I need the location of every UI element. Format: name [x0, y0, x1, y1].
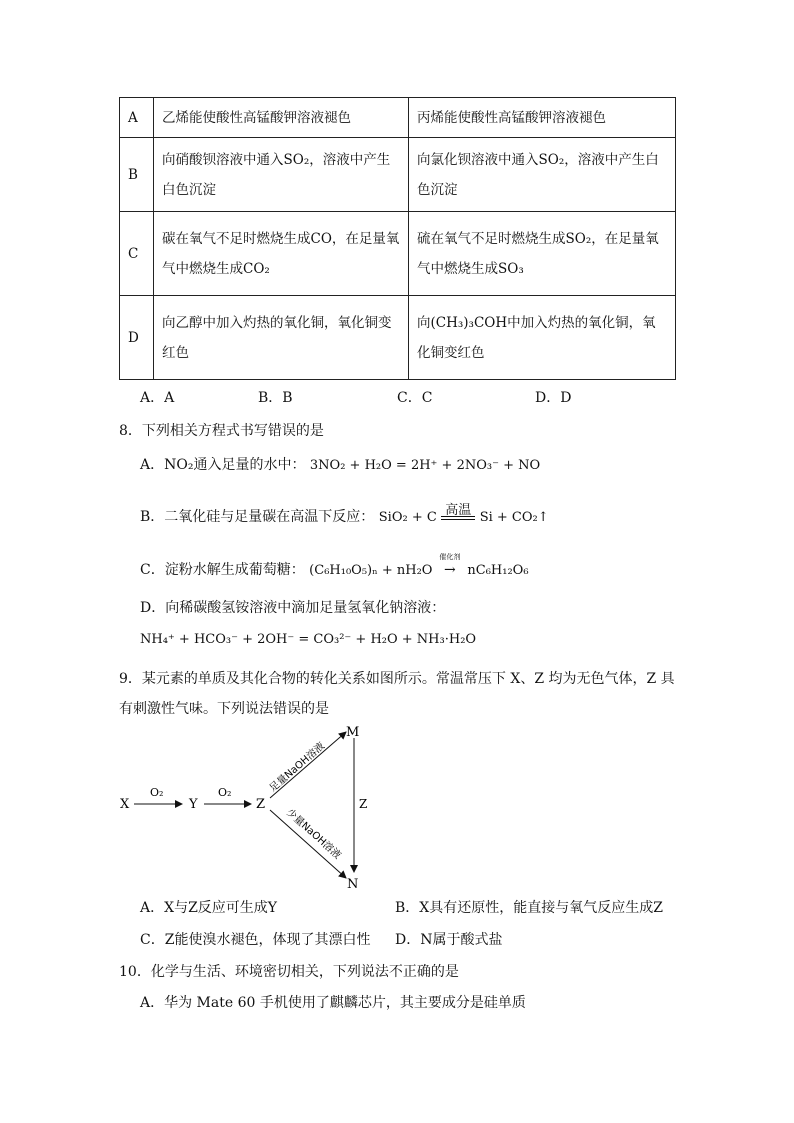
label-o2-second: O₂	[218, 786, 232, 799]
q8-option-a	[140, 454, 540, 474]
label-lower-naoh: 少量NaOH溶液	[283, 807, 343, 862]
q8-a-equation: 3NO₂ + H₂O = 2H⁺ + 2NO₃⁻ + NO	[309, 458, 541, 473]
label-upper-naoh: 足量NaOH溶液	[267, 740, 328, 795]
row-right: 硫在氧气不足时燃烧生成SO₂，在足量氧气中燃烧生成SO₃	[409, 212, 676, 296]
q8-c-eq-left: (C₆H₁₀O₅)ₙ + nH₂O	[309, 563, 433, 578]
row-right: 向(CH₃)₃COH中加入灼热的氧化铜，氧化铜变红色	[409, 296, 676, 380]
q8-b-condition: 高温	[445, 503, 472, 518]
q9-stem-line1: 9．某元素的单质及其化合物的转化关系如图所示。常温常压下 X、Z 均为无色气体，Z 具	[119, 671, 675, 687]
row-key: B	[120, 138, 154, 212]
label-mn: Z	[359, 797, 368, 811]
q10-stem: 10．化学与生活、环境密切相关，下列说法不正确的是	[119, 964, 459, 980]
q7-option-c: C．C	[397, 390, 433, 406]
row-right: 丙烯能使酸性高锰酸钾溶液褪色	[409, 98, 676, 138]
q10-option-a: A．华为 Mate 60 手机使用了麒麟芯片，其主要成分是硅单质	[140, 995, 526, 1011]
node-z: Z	[256, 797, 266, 812]
label-o2-first: O₂	[150, 786, 164, 799]
table-row	[120, 296, 676, 380]
arrow-z-n	[270, 810, 346, 878]
node-n: N	[347, 877, 359, 892]
q8-stem: 8．下列相关方程式书写错误的是	[119, 423, 324, 439]
table-row	[120, 212, 676, 296]
table-row	[120, 138, 676, 212]
row-left: 向乙醇中加入灼热的氧化铜，氧化铜变红色	[154, 296, 409, 380]
node-m: M	[346, 725, 360, 740]
node-y: Y	[189, 797, 198, 812]
q7-option-b: B．B	[258, 390, 293, 406]
q7-table	[119, 97, 676, 380]
q9-option-a: A．X与Z反应可生成Y	[140, 900, 278, 916]
row-key: C	[120, 212, 154, 296]
q7-option-a: A．A	[140, 390, 175, 406]
q8-b-label: B．二氧化硅与足量碳在高温下反应：	[140, 509, 375, 525]
table-row	[120, 98, 676, 138]
q9-stem-line2: 有刺激性气味。下列说法错误的是	[119, 701, 329, 717]
q8-a-label: A．NO₂通入足量的水中：	[140, 457, 306, 473]
row-key: A	[120, 98, 154, 138]
q9-option-b: B．X具有还原性，能直接与氧气反应生成Z	[395, 900, 663, 916]
q8-c-condition-arrow	[437, 553, 463, 578]
row-right: 向氯化钡溶液中通入SO₂，溶液中产生白色沉淀	[409, 138, 676, 212]
row-key: D	[120, 296, 154, 380]
q8-option-c	[140, 553, 529, 579]
row-left: 乙烯能使酸性高锰酸钾溶液褪色	[154, 98, 409, 138]
q8-b-condition-arrow	[441, 503, 475, 526]
q9-option-c: C．Z能使溴水褪色，体现了其漂白性	[140, 932, 371, 948]
q8-b-eq-left: SiO₂ + C	[378, 510, 437, 525]
q8-d-label: D．向稀碳酸氢铵溶液中滴加足量氢氧化钠溶液：	[140, 600, 446, 616]
q8-b-eq-right: Si + CO₂↑	[479, 510, 549, 525]
q8-c-eq-right: nC₆H₁₂O₆	[467, 563, 529, 578]
row-left: 向硝酸钡溶液中通入SO₂，溶液中产生白色沉淀	[154, 138, 409, 212]
q8-option-b	[140, 503, 549, 526]
right-arrow-icon: →	[444, 562, 456, 578]
q8-d-equation: NH₄⁺ + HCO₃⁻ + 2OH⁻ = CO₃²⁻ + H₂O + NH₃·H₂O	[140, 632, 477, 647]
q9-option-d: D．N属于酸式盐	[395, 932, 503, 948]
q8-c-condition: 催化剂	[439, 553, 461, 561]
row-left: 碳在氧气不足时燃烧生成CO，在足量氧气中燃烧生成CO₂	[154, 212, 409, 296]
q7-option-d: D．D	[535, 390, 572, 406]
node-x: X	[120, 797, 130, 812]
q9-diagram	[110, 718, 390, 893]
q8-c-label: C．淀粉水解生成葡萄糖：	[140, 562, 305, 578]
